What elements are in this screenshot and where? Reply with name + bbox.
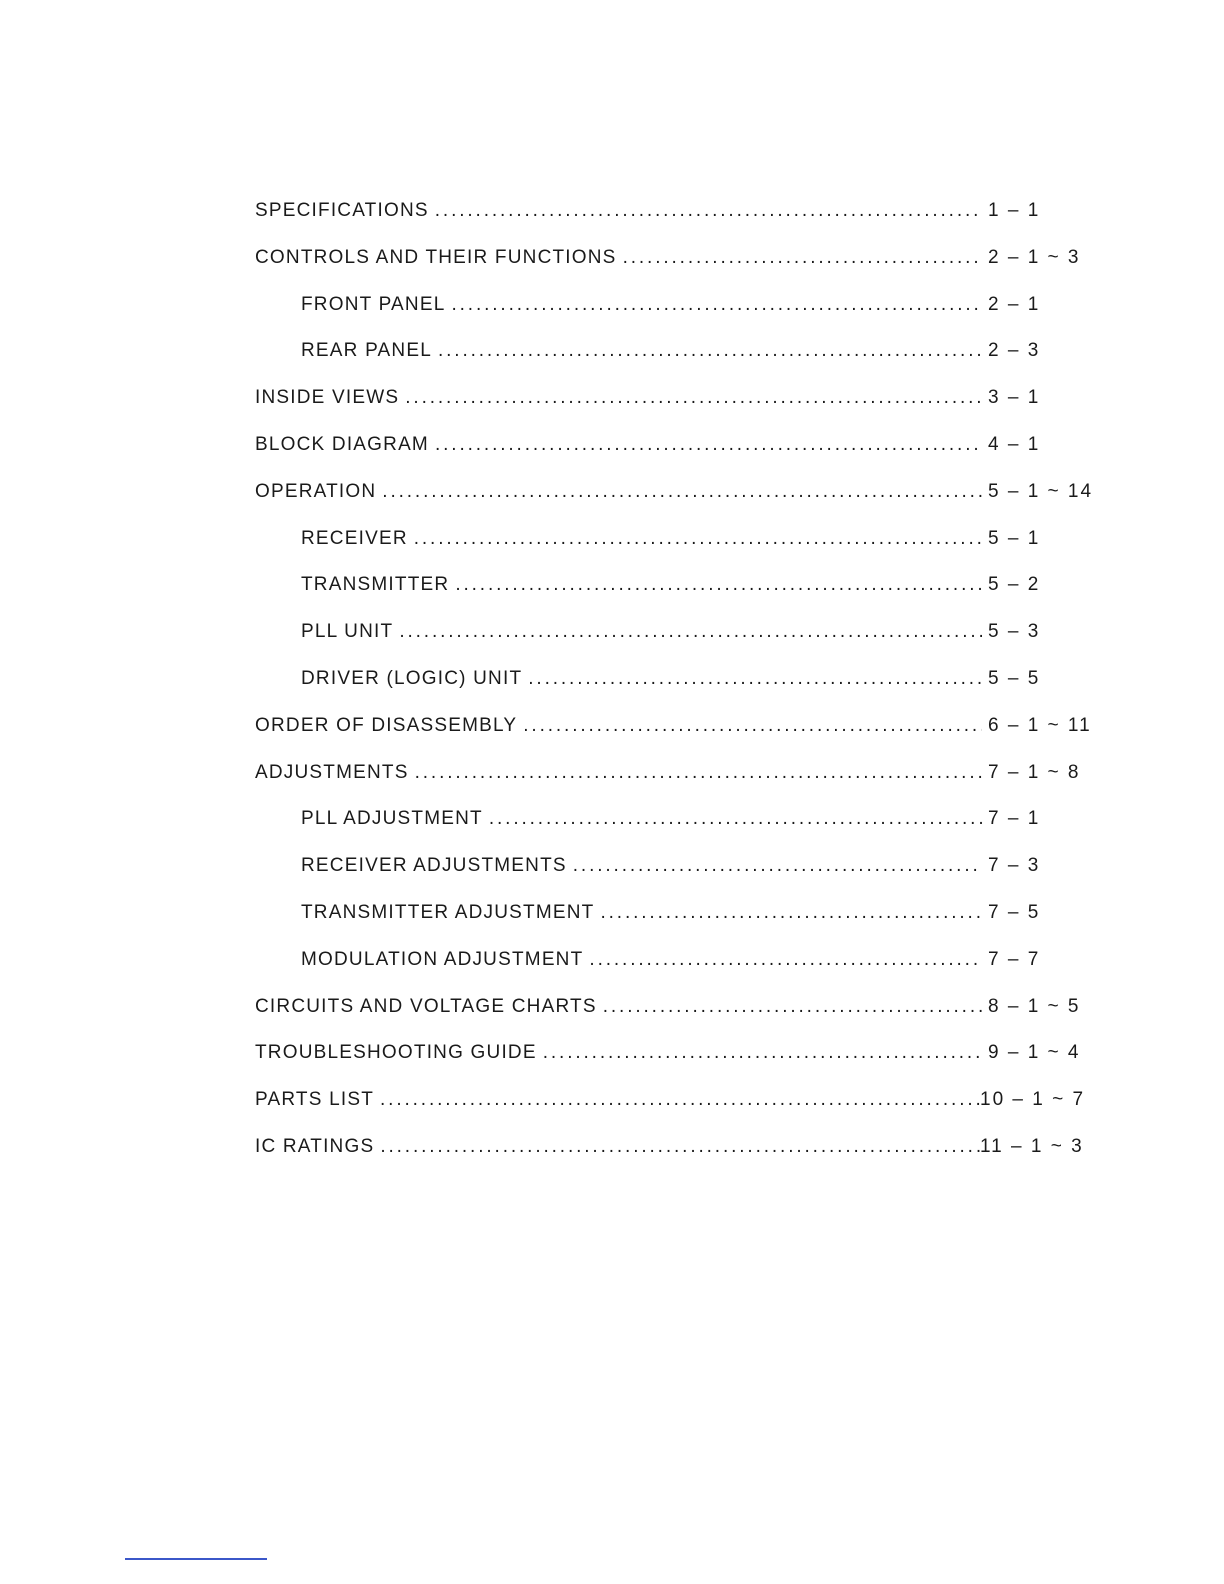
toc-entry-page: 2 – 1 [988,293,1041,315]
toc-entry-title: RECEIVER [301,527,408,549]
toc-entry-page: 6 – 1 ~ 11 [988,714,1092,736]
toc-entry-troubleshooting-guide[interactable] [255,1036,1115,1083]
toc-entry-title: CONTROLS AND THEIR FUNCTIONS [255,246,617,268]
toc-entry-ic-ratings[interactable] [255,1130,1115,1177]
toc-entry-title: INSIDE VIEWS [255,387,400,409]
dot-leader [603,996,982,1018]
toc-entry-title: SPECIFICATIONS [255,200,429,221]
dot-leader [414,528,982,550]
toc-entry-title: MODULATION ADJUSTMENT [301,948,584,970]
dot-leader [415,762,982,784]
dot-leader [623,247,982,269]
toc-entry-pll-unit[interactable] [255,615,1115,662]
toc-entry-page: 3 – 1 [988,387,1041,409]
dot-leader [573,855,982,877]
footer-rule [125,1558,267,1560]
toc-entry-page: 5 – 1 ~ 14 [988,480,1094,502]
toc-entry-title: REAR PANEL [301,340,432,362]
toc-entry-title: FRONT PANEL [301,293,446,315]
dot-leader [589,949,982,971]
dot-leader [543,1042,982,1064]
toc-entry-page: 5 – 2 [988,574,1041,596]
toc-entry-page: 4 – 1 [988,433,1041,455]
toc-entry-modulation-adjustment[interactable] [255,943,1115,990]
dot-leader [405,387,982,409]
toc-entry-page: 5 – 3 [988,621,1041,643]
toc-entry-transmitter[interactable] [255,568,1115,615]
toc-entry-title: DRIVER (LOGIC) UNIT [301,667,523,689]
dot-leader [380,1089,982,1111]
toc-entry-receiver-adjustments[interactable] [255,849,1115,896]
toc-entry-driver-logic-unit[interactable] [255,662,1115,709]
dot-leader [523,715,982,737]
toc-entry-page: 7 – 3 [988,855,1041,877]
toc-entry-order-of-disassembly[interactable] [255,709,1115,756]
toc-entry-circuits-and-voltage-charts[interactable] [255,990,1115,1037]
toc-entry-title: PLL ADJUSTMENT [301,808,483,830]
toc-entry-transmitter-adjustment[interactable] [255,896,1115,943]
toc-entry-controls[interactable] [255,241,1115,288]
toc-entry-title: IC RATINGS [255,1135,375,1157]
toc-entry-title: ORDER OF DISASSEMBLY [255,714,518,736]
toc-entry-page: 11 – 1 ~ 3 [980,1135,1084,1157]
toc-entry-page: 5 – 5 [988,667,1041,689]
toc-entry-title: TRANSMITTER [301,574,450,596]
table-of-contents [255,194,1115,1177]
toc-entry-adjustments[interactable] [255,756,1115,803]
toc-entry-title: BLOCK DIAGRAM [255,433,429,455]
toc-entry-title: RECEIVER ADJUSTMENTS [301,855,567,877]
dot-leader [600,902,982,924]
toc-entry-page: 7 – 7 [988,948,1041,970]
toc-entry-page: 7 – 1 ~ 8 [988,761,1081,783]
dot-leader [435,200,982,222]
toc-entry-pll-adjustment[interactable] [255,802,1115,849]
toc-entry-page: 2 – 1 ~ 3 [988,246,1081,268]
toc-entry-page: 5 – 1 [988,527,1041,549]
toc-entry-page: 1 – 1 [988,200,1041,221]
toc-entry-title: TROUBLESHOOTING GUIDE [255,1042,537,1064]
toc-entry-page: 7 – 1 [988,808,1041,830]
toc-entry-title: ADJUSTMENTS [255,761,409,783]
dot-leader [455,574,982,596]
toc-entry-page: 2 – 3 [988,340,1041,362]
toc-entry-title: OPERATION [255,480,377,502]
toc-entry-title: CIRCUITS AND VOLTAGE CHARTS [255,995,597,1017]
dot-leader [380,1136,982,1158]
toc-entry-operation[interactable] [255,475,1115,522]
toc-entry-title: TRANSMITTER ADJUSTMENT [301,901,595,923]
toc-entry-front-panel[interactable] [255,288,1115,335]
toc-entry-inside-views[interactable] [255,381,1115,428]
toc-entry-specifications[interactable] [255,194,1115,241]
toc-entry-page: 8 – 1 ~ 5 [988,995,1081,1017]
toc-entry-receiver[interactable] [255,522,1115,569]
dot-leader [451,294,982,316]
dot-leader [382,481,982,503]
toc-entry-title: PARTS LIST [255,1089,374,1111]
dot-leader [399,621,982,643]
toc-entry-page: 9 – 1 ~ 4 [988,1042,1081,1064]
toc-entry-title: PLL UNIT [301,621,394,643]
toc-entry-page: 10 – 1 ~ 7 [980,1089,1086,1111]
toc-entry-block-diagram[interactable] [255,428,1115,475]
toc-entry-parts-list[interactable] [255,1083,1115,1130]
toc-entry-page: 7 – 5 [988,901,1041,923]
dot-leader [528,668,982,690]
toc-entry-rear-panel[interactable] [255,334,1115,381]
dot-leader [489,808,982,830]
dot-leader [435,434,982,456]
dot-leader [438,340,982,362]
